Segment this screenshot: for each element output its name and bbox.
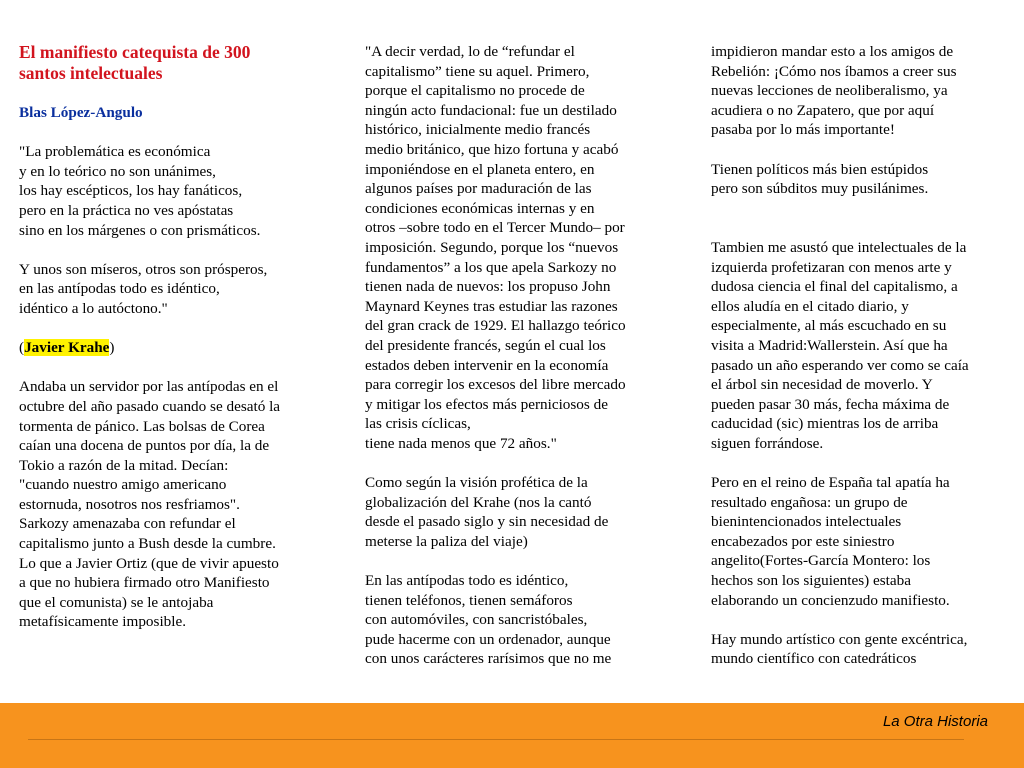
text-line: Tienen políticos más bien estúpidos	[711, 160, 929, 178]
text-line: pude hacerme con un ordenador, aunque	[365, 630, 611, 648]
text-line: para corregir los excesos del libre mercado	[365, 376, 626, 394]
title-line: El manifiesto catequista de 300	[19, 42, 251, 62]
text-line: ningún acto fundacional: fue un destilado	[365, 101, 617, 119]
poem-stanza-1	[19, 142, 319, 240]
text-line: meterse la paliza del viaje)	[365, 532, 528, 550]
text-line: y en lo teórico no son unánimes,	[19, 162, 216, 180]
text-line: medio británico, que hizo fortuna y acabó	[365, 140, 619, 158]
text-line: nuevas lecciones de neoliberalismo, ya	[711, 82, 948, 100]
text-line: caían una docena de puntos por día, la de	[19, 437, 270, 455]
body-paragraph	[711, 473, 1011, 610]
text-line: "La problemática es económica	[19, 143, 211, 161]
body-paragraph	[711, 42, 1011, 140]
text-line: que el comunista) se le antojaba	[19, 593, 214, 611]
text-line: Tambien me asustó que intelectuales de la	[711, 238, 967, 256]
text-line: elaborando un concienzudo manifiesto.	[711, 591, 950, 609]
text-line: Y unos son míseros, otros son prósperos,	[19, 260, 268, 278]
body-paragraph	[711, 160, 1011, 199]
text-line: las crisis cíclicas,	[365, 415, 471, 433]
text-line: los hay escépticos, los hay fanáticos,	[19, 182, 243, 200]
body-paragraph	[711, 630, 1011, 669]
text-line: "cuando nuestro amigo americano	[19, 476, 227, 494]
column-1	[19, 42, 319, 652]
text-line: pasado un año esperando ver como se caía	[711, 356, 969, 374]
text-line: hechos son los siguientes) estaba	[711, 572, 911, 590]
text-line: capitalismo” tiene su aquel. Primero,	[365, 62, 590, 80]
text-line: y mitigar los efectos más perniciosos de	[365, 395, 608, 413]
text-line: estados deben intervenir en la economía	[365, 356, 609, 374]
text-line: Hay mundo artístico con gente excéntrica,	[711, 630, 968, 648]
text-line: Rebelión: ¡Cómo nos íbamos a creer sus	[711, 62, 957, 80]
text-line: angelito(Fortes-García Montero: los	[711, 552, 931, 570]
text-line: metafísicamente imposible.	[19, 613, 187, 631]
body-paragraph	[365, 473, 665, 551]
text-line: impidieron mandar esto a los amigos de	[711, 43, 954, 60]
body-paragraph	[711, 238, 1011, 454]
text-line: imposición. Segundo, porque los “nuevos	[365, 238, 619, 256]
text-line: siguen forrándose.	[711, 434, 824, 452]
text-line: en las antípodas todo es idéntico,	[19, 280, 220, 298]
text-line: octubre del año pasado cuando se desató la	[19, 397, 281, 415]
footer-bar	[0, 703, 1024, 768]
text-line: pueden pasar 30 más, fecha máxima de	[711, 395, 950, 413]
text-line: mundo científico con catedráticos	[711, 650, 917, 668]
text-line: acudiera o no Zapatero, que por aquí	[711, 101, 935, 119]
spacer	[711, 218, 1011, 238]
attribution-paren: )	[109, 339, 115, 357]
text-line: Como según la visión profética de la	[365, 474, 588, 492]
text-line: histórico, inicialmente medio francés	[365, 121, 591, 139]
text-line: bienintencionados intelectuales	[711, 513, 902, 531]
text-line: algunos países por maduración de las	[365, 180, 592, 198]
text-line: resultado engañosa: un grupo de	[711, 493, 908, 511]
text-line: desde el pasado siglo y sin necesidad de	[365, 513, 609, 531]
text-line: porque el capitalismo no procede de	[365, 82, 585, 100]
text-line: tormenta de pánico. Las bolsas de Corea	[19, 417, 265, 435]
body-paragraph	[19, 377, 319, 632]
article-author: Blas López-Angulo	[19, 104, 143, 121]
text-line: Maynard Keynes tras estudiar las razones	[365, 297, 618, 315]
article-title	[19, 42, 319, 84]
body-paragraph	[365, 571, 665, 669]
attribution-name: Javier Krahe	[24, 339, 110, 357]
text-line: globalización del Krahe (nos la cantó	[365, 493, 592, 511]
text-line: del gran crack de 1929. El hallazgo teórico	[365, 317, 626, 335]
text-line: Lo que a Javier Ortiz (que de vivir apuesto	[19, 554, 279, 572]
text-line: encabezados por este siniestro	[711, 532, 895, 550]
text-line: visita a Madrid:Wallerstein. Así que ha	[711, 336, 948, 354]
text-line: Pero en el reino de España tal apatía ha	[711, 474, 950, 492]
text-line: tienen teléfonos, tienen semáforos	[365, 591, 573, 609]
text-line: el árbol sin necesidad de moverlo. Y	[711, 376, 933, 394]
poem-attribution	[19, 338, 319, 358]
text-line: especialmente, al más escuchado en su	[711, 317, 947, 335]
text-line: pero son súbditos muy pusilánimes.	[711, 180, 929, 198]
footer-divider	[28, 739, 964, 740]
text-line: imponiéndose en el planeta entero, en	[365, 160, 595, 178]
text-line: pasaba por lo más importante!	[711, 121, 895, 139]
text-line: caducidad (sic) mientras los de arriba	[711, 415, 939, 433]
title-line: santos intelectuales	[19, 63, 163, 83]
poem-stanza-2	[19, 260, 319, 319]
quote-paragraph	[365, 42, 665, 453]
footer-label: La Otra Historia	[882, 713, 988, 730]
text-line: izquierda profetizaran con menos arte y	[711, 258, 952, 276]
text-line: con unos carácteres rarísimos que no me	[365, 650, 612, 668]
text-line: Tokio a razón de la mitad. Decían:	[19, 456, 229, 474]
text-line: condiciones económicas internas y en	[365, 199, 595, 217]
text-line: tienen nada de nuevos: los propuso John	[365, 278, 611, 296]
text-line: dudosa ciencia el final del capitalismo, a	[711, 278, 958, 296]
text-line: estornuda, nosotros nos resfriamos".	[19, 495, 240, 513]
text-line: con automóviles, con sancristóbales,	[365, 611, 588, 629]
text-line: idéntico a lo autóctono."	[19, 299, 168, 317]
text-line: Andaba un servidor por las antípodas en el	[19, 378, 279, 396]
column-3	[711, 42, 1011, 689]
text-line: tiene nada menos que 72 años."	[365, 434, 557, 452]
text-line: En las antípodas todo es idéntico,	[365, 572, 569, 590]
text-line: pero en la práctica no ves apóstatas	[19, 201, 234, 219]
text-line: Sarkozy amenazaba con refundar el	[19, 515, 236, 533]
text-line: ellos aludía en el citado diario, y	[711, 297, 909, 315]
text-line: a que no hubiera firmado otro Manifiesto	[19, 574, 270, 592]
text-line: otros –sobre todo en el Tercer Mundo– por	[365, 219, 625, 237]
text-line: capitalismo junto a Bush desde la cumbre.	[19, 535, 276, 553]
attribution-paren: (	[19, 339, 25, 357]
text-line: del presidente francés, según el cual los	[365, 336, 606, 354]
text-line: "A decir verdad, lo de “refundar el	[365, 43, 575, 60]
column-2	[365, 42, 665, 689]
text-line: sino en los márgenes o con prismáticos.	[19, 221, 261, 239]
text-line: fundamentos” a los que apela Sarkozy no	[365, 258, 617, 276]
